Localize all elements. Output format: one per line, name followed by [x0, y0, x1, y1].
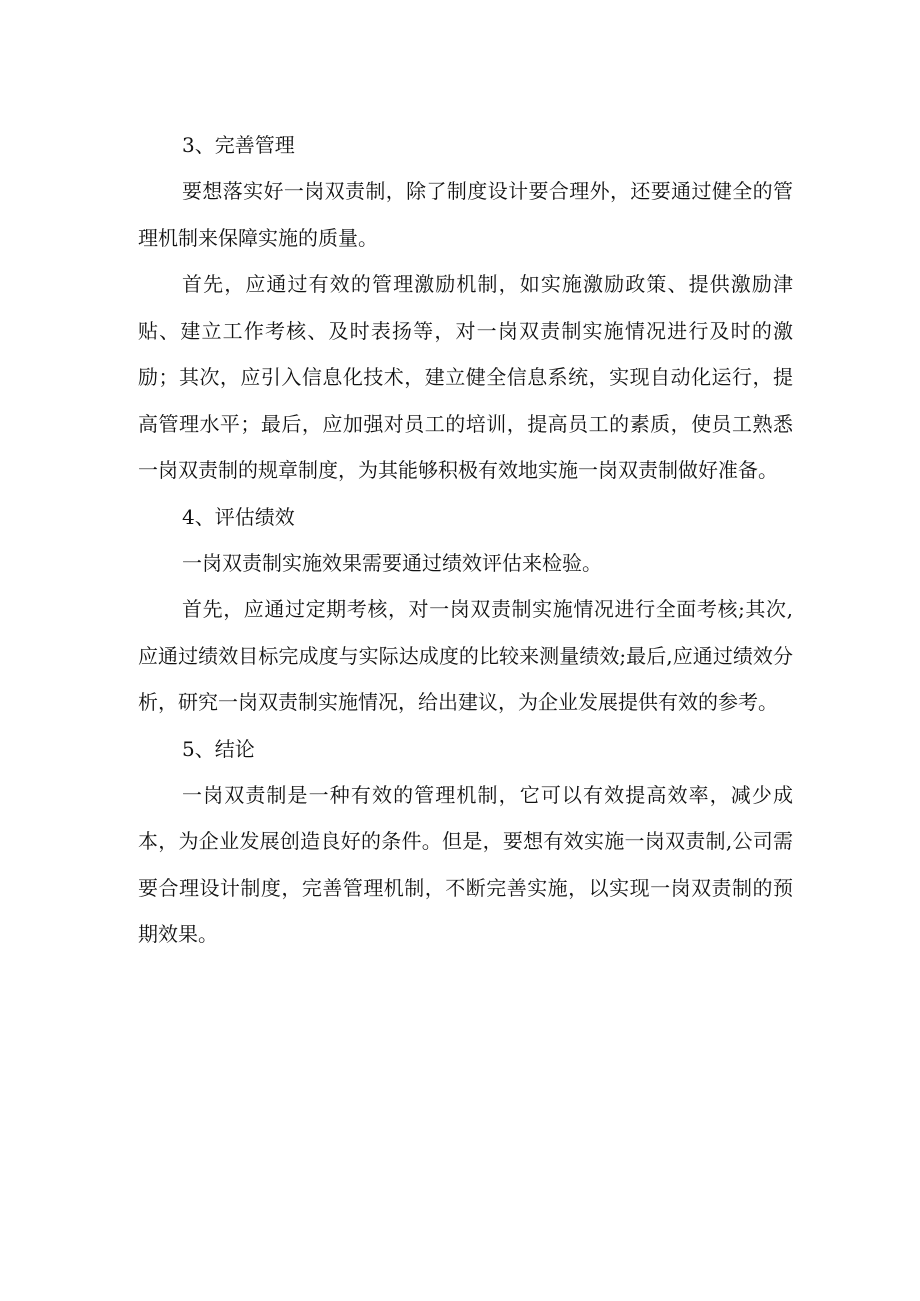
- section-heading-4: 4、评估绩效: [182, 504, 295, 529]
- paragraph-3-measures: 首先，应通过有效的管理激励机制，如实施激励政策、提供激励津贴、建立工作考核、及时表扬等，对一岗双责制实施情况进行及时的激励；其次，应引入信息化技术，建立健全信息系统，实现自动化运行，提高管理水平；最后，应加强对员工的培训，提高员工的素质，使员工熟悉一岗双责制的规章制度，为其能够积极有效地实施一岗双责制做好准备。: [138, 272, 793, 482]
- document-page: [138, 122, 793, 958]
- paragraph-4-intro: 一岗双责制实施效果需要通过绩效评估来检验。: [182, 550, 602, 575]
- paragraph-3-intro: 要想落实好一岗双责制，除了制度设计要合理外，还要通过健全的管理机制来保障实施的质量。: [138, 179, 793, 250]
- section-heading-5: 5、结论: [182, 736, 255, 761]
- paragraph-5-conclusion: 一岗双责制是一种有效的管理机制，它可以有效提高效率，减少成本，为企业发展创造良好的条件。但是，要想有效实施一岗双责制,公司需要合理设计制度，完善管理机制，不断完善实施，以实现一岗双责制的预期效果。: [138, 782, 793, 946]
- paragraph-4-measures: 首先，应通过定期考核，对一岗双责制实施情况进行全面考核;其次,应通过绩效目标完成度与实际达成度的比较来测量绩效;最后,应通过绩效分析，研究一岗双责制实施情况，给出建议，为企业发展提供有效的参考。: [138, 597, 793, 714]
- section-heading-3: 3、完善管理: [182, 133, 295, 157]
